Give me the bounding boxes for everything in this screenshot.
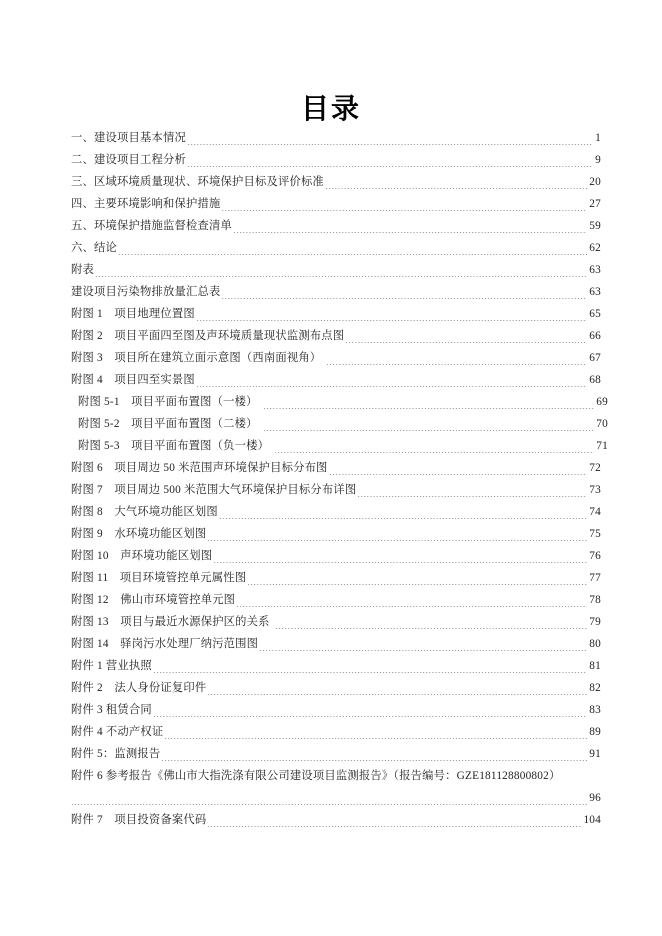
toc-entry-label: 一、建设项目基本情况	[71, 132, 186, 144]
toc-dot-leader	[219, 518, 587, 519]
toc-entry-label: 附图 5-3 项目平面布置图（负一楼）	[78, 440, 270, 452]
toc-entry-label: 附件 1 营业执照	[71, 660, 152, 672]
toc-entry-page-number: 73	[589, 484, 601, 496]
toc-entry-label: 附图 8 大气环境功能区划图	[71, 506, 218, 518]
toc-entry-page-number: 9	[595, 154, 601, 166]
toc-entry[interactable]	[71, 171, 601, 193]
toc-entry-page-number: 63	[589, 264, 601, 276]
toc-entry-page-number: 80	[589, 638, 601, 650]
toc-entry-page-number: 82	[589, 682, 601, 694]
toc-entry-page-number: 65	[589, 308, 601, 320]
toc-entry-page-number: 89	[589, 726, 601, 738]
toc-entry-label: 附图 10 声环境功能区划图	[71, 550, 213, 562]
toc-dot-leader	[187, 166, 593, 167]
toc-entry[interactable]	[71, 413, 608, 435]
toc-entry-label: 附图 6 项目周边 50 米范围声环境保护目标分布图	[71, 462, 328, 474]
toc-entry-page-number: 27	[589, 198, 601, 210]
toc-entry[interactable]	[71, 149, 601, 171]
toc-entry[interactable]	[71, 457, 601, 479]
toc-entry[interactable]	[71, 127, 601, 149]
toc-dot-leader	[274, 452, 594, 453]
toc-entry[interactable]	[71, 545, 601, 567]
toc-entry[interactable]	[71, 259, 601, 281]
toc-entry[interactable]	[71, 743, 601, 765]
toc-entry-label: 附件 6 参考报告《佛山市大指洗涤有限公司建设项目监测报告》（报告编号：GZE181128800802）	[71, 770, 561, 782]
toc-dot-leader	[164, 738, 587, 739]
toc-entry-label: 附件 7 项目投资备案代码	[71, 814, 207, 826]
toc-entry-page-number: 75	[589, 528, 601, 540]
toc-entry-page-number: 68	[589, 374, 601, 386]
toc-entry-label: 六、结论	[71, 242, 117, 254]
toc-entry-label: 附图 7 项目周边 500 米范围大气环境保护目标分布详图	[71, 484, 357, 496]
toc-entry[interactable]	[71, 391, 608, 413]
toc-entry-page-number: 63	[589, 286, 601, 298]
toc-entry[interactable]	[71, 193, 601, 215]
toc-entry[interactable]	[71, 589, 601, 611]
toc-entry-label: 附图 1 项目地理位置图	[71, 308, 195, 320]
toc-entry-label: 附图 13 项目与最近水源保护区的关系	[71, 616, 270, 628]
toc-entry-page-number: 67	[589, 352, 601, 364]
toc-entry[interactable]	[71, 765, 601, 787]
toc-entry-label: 附表	[71, 264, 94, 276]
toc-entry-page-number: 20	[589, 176, 601, 188]
table-of-contents	[71, 127, 608, 831]
toc-entry-page-number: 70	[596, 418, 608, 430]
toc-entry[interactable]	[71, 699, 601, 721]
toc-entry[interactable]	[71, 809, 601, 831]
toc-dot-leader	[187, 144, 593, 145]
toc-entry[interactable]	[71, 303, 601, 325]
toc-entry-label: 建设项目污染物排放量汇总表	[71, 286, 221, 298]
toc-entry[interactable]	[71, 435, 608, 457]
toc-entry-label: 附件 2 法人身份证复印件	[71, 682, 207, 694]
toc-dot-leader	[207, 540, 587, 541]
toc-entry[interactable]	[71, 633, 601, 655]
toc-entry-label: 附图 9 水环境功能区划图	[71, 528, 207, 540]
toc-entry-label: 附图 5-1 项目平面布置图（一楼）	[78, 396, 258, 408]
toc-entry-label: 附图 4 项目四至实景图	[71, 374, 195, 386]
toc-entry[interactable]	[71, 369, 601, 391]
toc-entry[interactable]	[71, 347, 601, 369]
toc-entry-label: 附件 4 不动产权证	[71, 726, 164, 738]
toc-dot-leader	[221, 210, 587, 211]
toc-entry-label: 附图 12 佛山市环境管控单元图	[71, 594, 236, 606]
toc-entry[interactable]	[71, 523, 601, 545]
toc-dot-leader	[357, 496, 587, 497]
toc-dot-leader	[161, 760, 587, 761]
toc-entry-page-number: 81	[589, 660, 601, 672]
toc-dot-leader	[213, 562, 587, 563]
toc-entry-page-number: 62	[589, 242, 601, 254]
toc-entry[interactable]	[71, 721, 601, 743]
toc-entry[interactable]	[71, 567, 601, 589]
toc-entry-page-number: 69	[596, 396, 608, 408]
toc-entry-label: 附图 5-2 项目平面布置图（二楼）	[78, 418, 258, 430]
toc-dot-leader	[247, 584, 587, 585]
toc-entry-label: 五、环境保护措施监督检查清单	[71, 220, 232, 232]
toc-entry-page-number: 66	[589, 330, 601, 342]
toc-entry-page-number: 83	[589, 704, 601, 716]
toc-dot-leader	[259, 650, 587, 651]
toc-entry-page-number: 91	[589, 748, 601, 760]
toc-dot-leader	[326, 364, 587, 365]
toc-dot-leader	[263, 430, 595, 431]
toc-dot-leader	[207, 694, 587, 695]
toc-entry[interactable]	[71, 325, 601, 347]
toc-entry-label: 附图 2 项目平面四至图及声环境质量现状监测布点图	[71, 330, 345, 342]
page-title: 目录	[300, 94, 361, 125]
toc-dot-leader	[153, 716, 587, 717]
toc-entry[interactable]	[71, 611, 601, 633]
toc-entry[interactable]	[71, 281, 601, 303]
toc-entry[interactable]	[71, 677, 601, 699]
toc-entry-label: 附图 11 项目环境管控单元属性图	[71, 572, 247, 584]
toc-dot-leader	[207, 826, 581, 827]
toc-dot-leader	[329, 474, 588, 475]
toc-entry-page-number: 71	[596, 440, 608, 452]
toc-entry[interactable]	[71, 215, 601, 237]
toc-entry-label: 附件 5：监测报告	[71, 748, 161, 760]
toc-dot-leader	[263, 408, 595, 409]
toc-dot-leader	[275, 628, 588, 629]
toc-entry-label: 四、主要环境影响和保护措施	[71, 198, 221, 210]
toc-entry-page-number: 74	[589, 506, 601, 518]
toc-entry-page-number: 59	[589, 220, 601, 232]
toc-dot-leader	[196, 320, 587, 321]
toc-entry-page-number: 76	[589, 550, 601, 562]
toc-entry-page-number: 79	[589, 616, 601, 628]
toc-entry-label: 三、区域环境质量现状、环境保护目标及评价标准	[71, 176, 324, 188]
toc-dot-leader	[221, 298, 587, 299]
toc-dot-leader	[196, 386, 587, 387]
toc-entry-page-number: 96	[589, 792, 601, 804]
toc-entry-page-number: 1	[595, 132, 601, 144]
toc-entry[interactable]	[71, 237, 601, 259]
toc-dot-leader	[325, 188, 587, 189]
toc-entry-label: 二、建设项目工程分析	[71, 154, 186, 166]
toc-entry[interactable]	[71, 787, 601, 809]
toc-entry[interactable]	[71, 501, 601, 523]
toc-entry-label: 附件 3 租赁合同	[71, 704, 152, 716]
toc-entry-label: 附图 3 项目所在建筑立面示意图（西南面视角）	[71, 352, 322, 364]
toc-entry-label: 附图 14 驿岗污水处理厂纳污范围图	[71, 638, 259, 650]
toc-entry-page-number: 104	[583, 814, 601, 826]
toc-entry-page-number: 77	[589, 572, 601, 584]
toc-dot-leader	[233, 232, 587, 233]
toc-dot-leader	[95, 276, 587, 277]
toc-dot-leader	[236, 606, 587, 607]
toc-entry-page-number: 78	[589, 594, 601, 606]
toc-entry[interactable]	[71, 655, 601, 677]
toc-dot-leader	[345, 342, 587, 343]
toc-dot-leader	[153, 672, 587, 673]
toc-dot-leader	[118, 254, 587, 255]
toc-dot-leader	[71, 804, 587, 805]
toc-entry[interactable]	[71, 479, 601, 501]
toc-entry-page-number: 72	[589, 462, 601, 474]
